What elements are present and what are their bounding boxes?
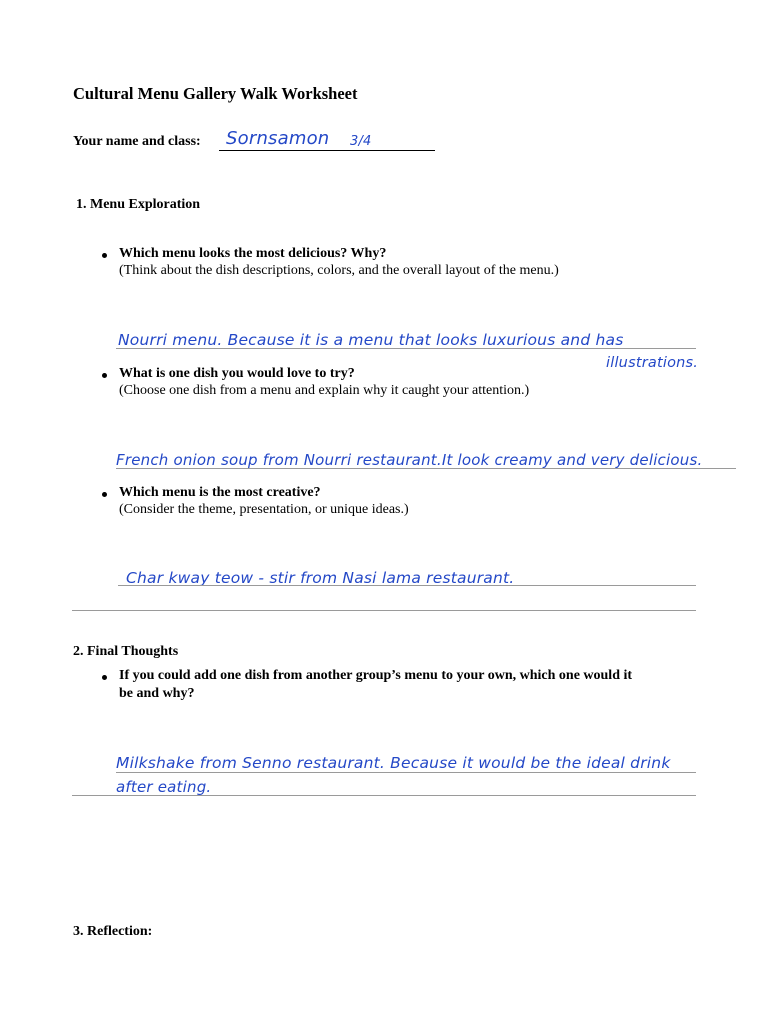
section-divider <box>72 610 696 611</box>
student-name: Sornsamon <box>226 128 330 149</box>
worksheet-title: Cultural Menu Gallery Walk Worksheet <box>73 84 358 103</box>
answer-add-dish-line1: Milkshake from Senno restaurant. Because it would be the ideal drink <box>116 754 671 772</box>
section-heading-reflection: 3. Reflection: <box>73 924 153 939</box>
answer-most-delicious-line2: illustrations. <box>606 355 699 371</box>
section-heading-menu-exploration: 1. Menu Exploration <box>76 197 201 212</box>
answer-dish-to-try: French onion soup from Nourri restaurant.It look creamy and very delicious. <box>116 451 703 469</box>
question-add-dish-line2: be and why? <box>119 686 195 701</box>
name-underline <box>219 150 435 151</box>
answer-most-delicious-line1: Nourri menu. Because it is a menu that looks luxurious and has <box>118 331 624 349</box>
answer-rule <box>116 468 736 469</box>
question-dish-to-try: What is one dish you would love to try? <box>119 366 355 381</box>
question-add-dish-line1: If you could add one dish from another group’s menu to your own, which one would it <box>119 668 633 683</box>
hint-dish-to-try: (Choose one dish from a menu and explain why it caught your attention.) <box>119 383 530 398</box>
student-class: 3/4 <box>350 134 372 149</box>
bullet <box>102 492 107 497</box>
name-class-label: Your name and class: <box>73 134 201 149</box>
hint-most-delicious: (Think about the dish descriptions, colors, and the overall layout of the menu.) <box>119 263 559 278</box>
bullet <box>102 675 107 680</box>
bullet <box>102 253 107 258</box>
answer-most-creative: Char kway teow - stir from Nasi lama restaurant. <box>126 569 515 587</box>
answer-rule <box>118 585 696 586</box>
question-most-delicious: Which menu looks the most delicious? Why? <box>119 246 387 261</box>
section-divider <box>72 795 696 796</box>
bullet <box>102 373 107 378</box>
section-heading-final-thoughts: 2. Final Thoughts <box>73 644 179 659</box>
hint-most-creative: (Consider the theme, presentation, or unique ideas.) <box>119 502 409 517</box>
question-most-creative: Which menu is the most creative? <box>119 485 321 500</box>
answer-add-dish-line2: after eating. <box>116 778 212 796</box>
answer-rule <box>116 348 696 349</box>
answer-rule <box>116 772 696 773</box>
